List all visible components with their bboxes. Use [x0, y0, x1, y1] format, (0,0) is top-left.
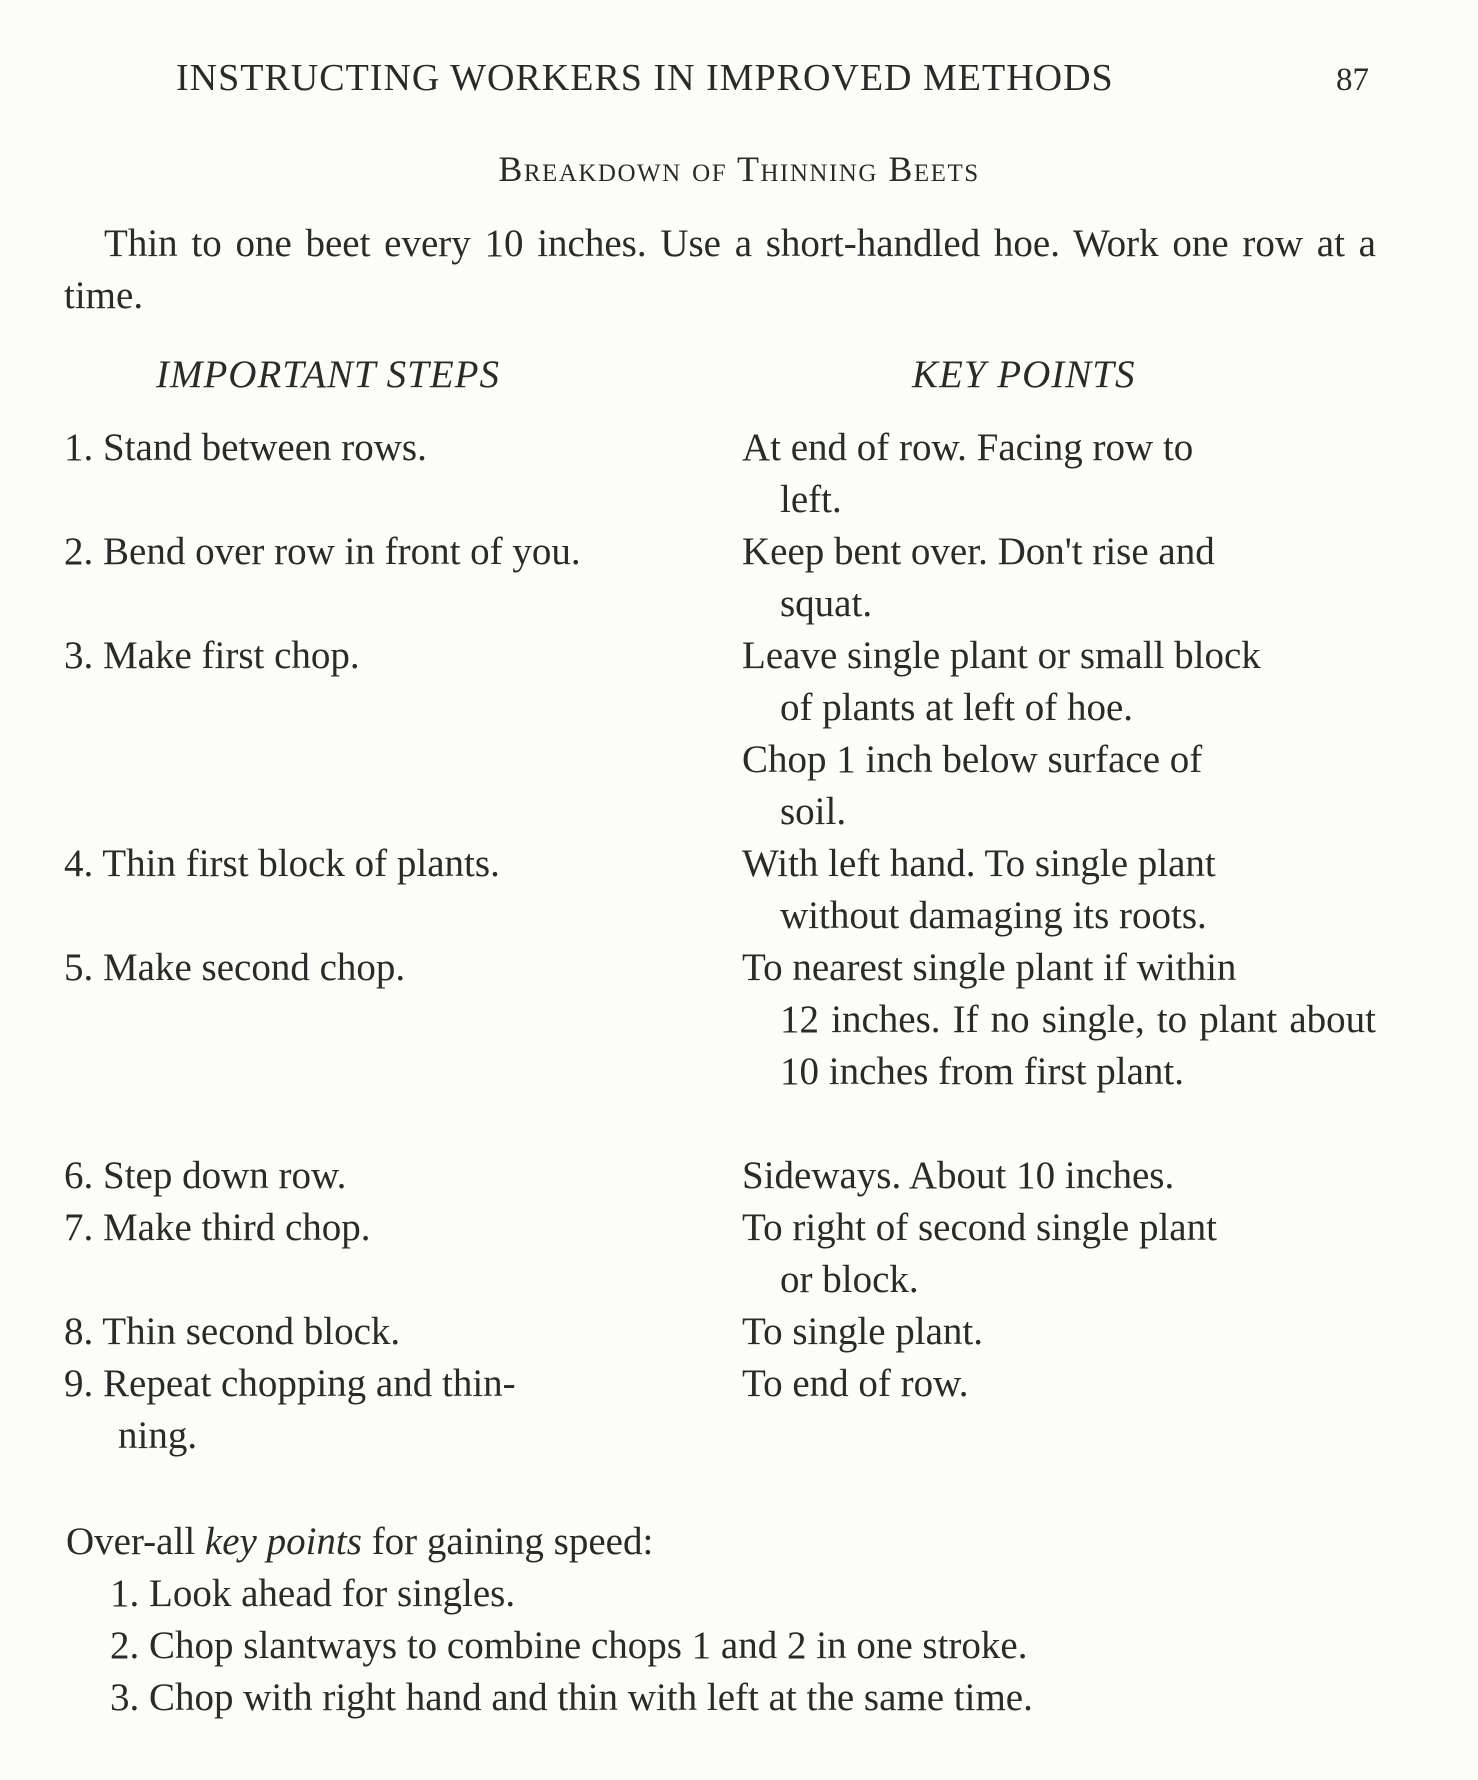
speed-tip: 1. Look ahead for singles.: [110, 1572, 516, 1615]
key-point: [742, 1358, 1376, 1410]
key-point-continuation: of plants at left of hoe.: [780, 686, 1134, 729]
step-text: 8. Thin second block.: [64, 1310, 401, 1353]
step-text: 2. Bend over row in front of you.: [64, 530, 581, 573]
important-steps-heading: IMPORTANT STEPS: [156, 353, 500, 396]
step-item: [64, 422, 704, 474]
key-point-text: Leave single plant or small block: [742, 634, 1261, 677]
key-point-continuation: soil.: [780, 790, 847, 833]
key-point-text: With left hand. To single plant: [742, 842, 1216, 885]
step-item: [64, 838, 704, 890]
speed-tip: 3. Chop with right hand and thin with left at the same time.: [110, 1676, 1033, 1719]
intro-paragraph: Thin to one beet every 10 inches. Use a short-handled hoe. Work one row at a time.: [64, 222, 1376, 317]
key-point-text: To single plant.: [742, 1310, 983, 1353]
key-point-continuation: without damaging its roots.: [780, 894, 1207, 937]
running-head: INSTRUCTING WORKERS IN IMPROVED METHODS: [176, 57, 1114, 99]
step-text: 7. Make third chop.: [64, 1206, 371, 1249]
overall-prefix: Over-all: [66, 1520, 205, 1563]
key-point: [742, 1202, 1376, 1306]
page-number: 87: [1336, 62, 1369, 98]
key-point-continuation: left.: [780, 478, 842, 521]
step-text: 6. Step down row.: [64, 1154, 347, 1197]
key-point: [742, 838, 1376, 942]
step-item: [64, 1358, 704, 1462]
step-item: [64, 1202, 704, 1254]
section-title: Breakdown of Thinning Beets: [498, 149, 980, 189]
key-point: [742, 526, 1376, 630]
step-text: 4. Thin first block of plants.: [64, 842, 500, 885]
key-point: [742, 942, 1376, 1098]
step-text: 9. Repeat chopping and thin-: [64, 1362, 516, 1405]
overall-key-points-label: [66, 1516, 653, 1568]
key-point: [742, 630, 1376, 734]
speed-tip: 2. Chop slantways to combine chops 1 and 2 in one stroke.: [110, 1624, 1028, 1667]
step-text-continuation: ning.: [118, 1414, 198, 1457]
step-text: 5. Make second chop.: [64, 946, 406, 989]
key-point: [742, 1150, 1376, 1202]
key-point-text: Sideways. About 10 inches.: [742, 1154, 1175, 1197]
key-point-continuation: or block.: [780, 1258, 919, 1301]
key-points-heading: KEY POINTS: [912, 353, 1136, 396]
step-text: 3. Make first chop.: [64, 634, 360, 677]
step-text: 1. Stand between rows.: [64, 426, 427, 469]
key-point-text: At end of row. Facing row to: [742, 426, 1194, 469]
step-item: [64, 1306, 704, 1358]
key-point: [742, 1306, 1376, 1358]
key-point-text: To nearest single plant if within: [742, 946, 1237, 989]
key-point-text: To right of second single plant: [742, 1206, 1217, 1249]
key-point-continuation: squat.: [780, 582, 873, 625]
step-item: [64, 630, 704, 682]
overall-suffix: for gaining speed:: [361, 1520, 654, 1563]
key-point-text: Chop 1 inch below surface of: [742, 738, 1203, 781]
step-item: [64, 942, 704, 994]
overall-emphasis: key points: [204, 1520, 362, 1563]
step-item: [64, 1150, 704, 1202]
key-point-text: Keep bent over. Don't rise and: [742, 530, 1215, 573]
step-item: [64, 526, 704, 578]
key-point: [742, 734, 1376, 838]
key-point: [742, 422, 1376, 526]
key-point-continuation: 12 inches. If no single, to plant about 10 inches from first plant.: [780, 998, 1376, 1093]
key-point-text: To end of row.: [742, 1362, 969, 1405]
